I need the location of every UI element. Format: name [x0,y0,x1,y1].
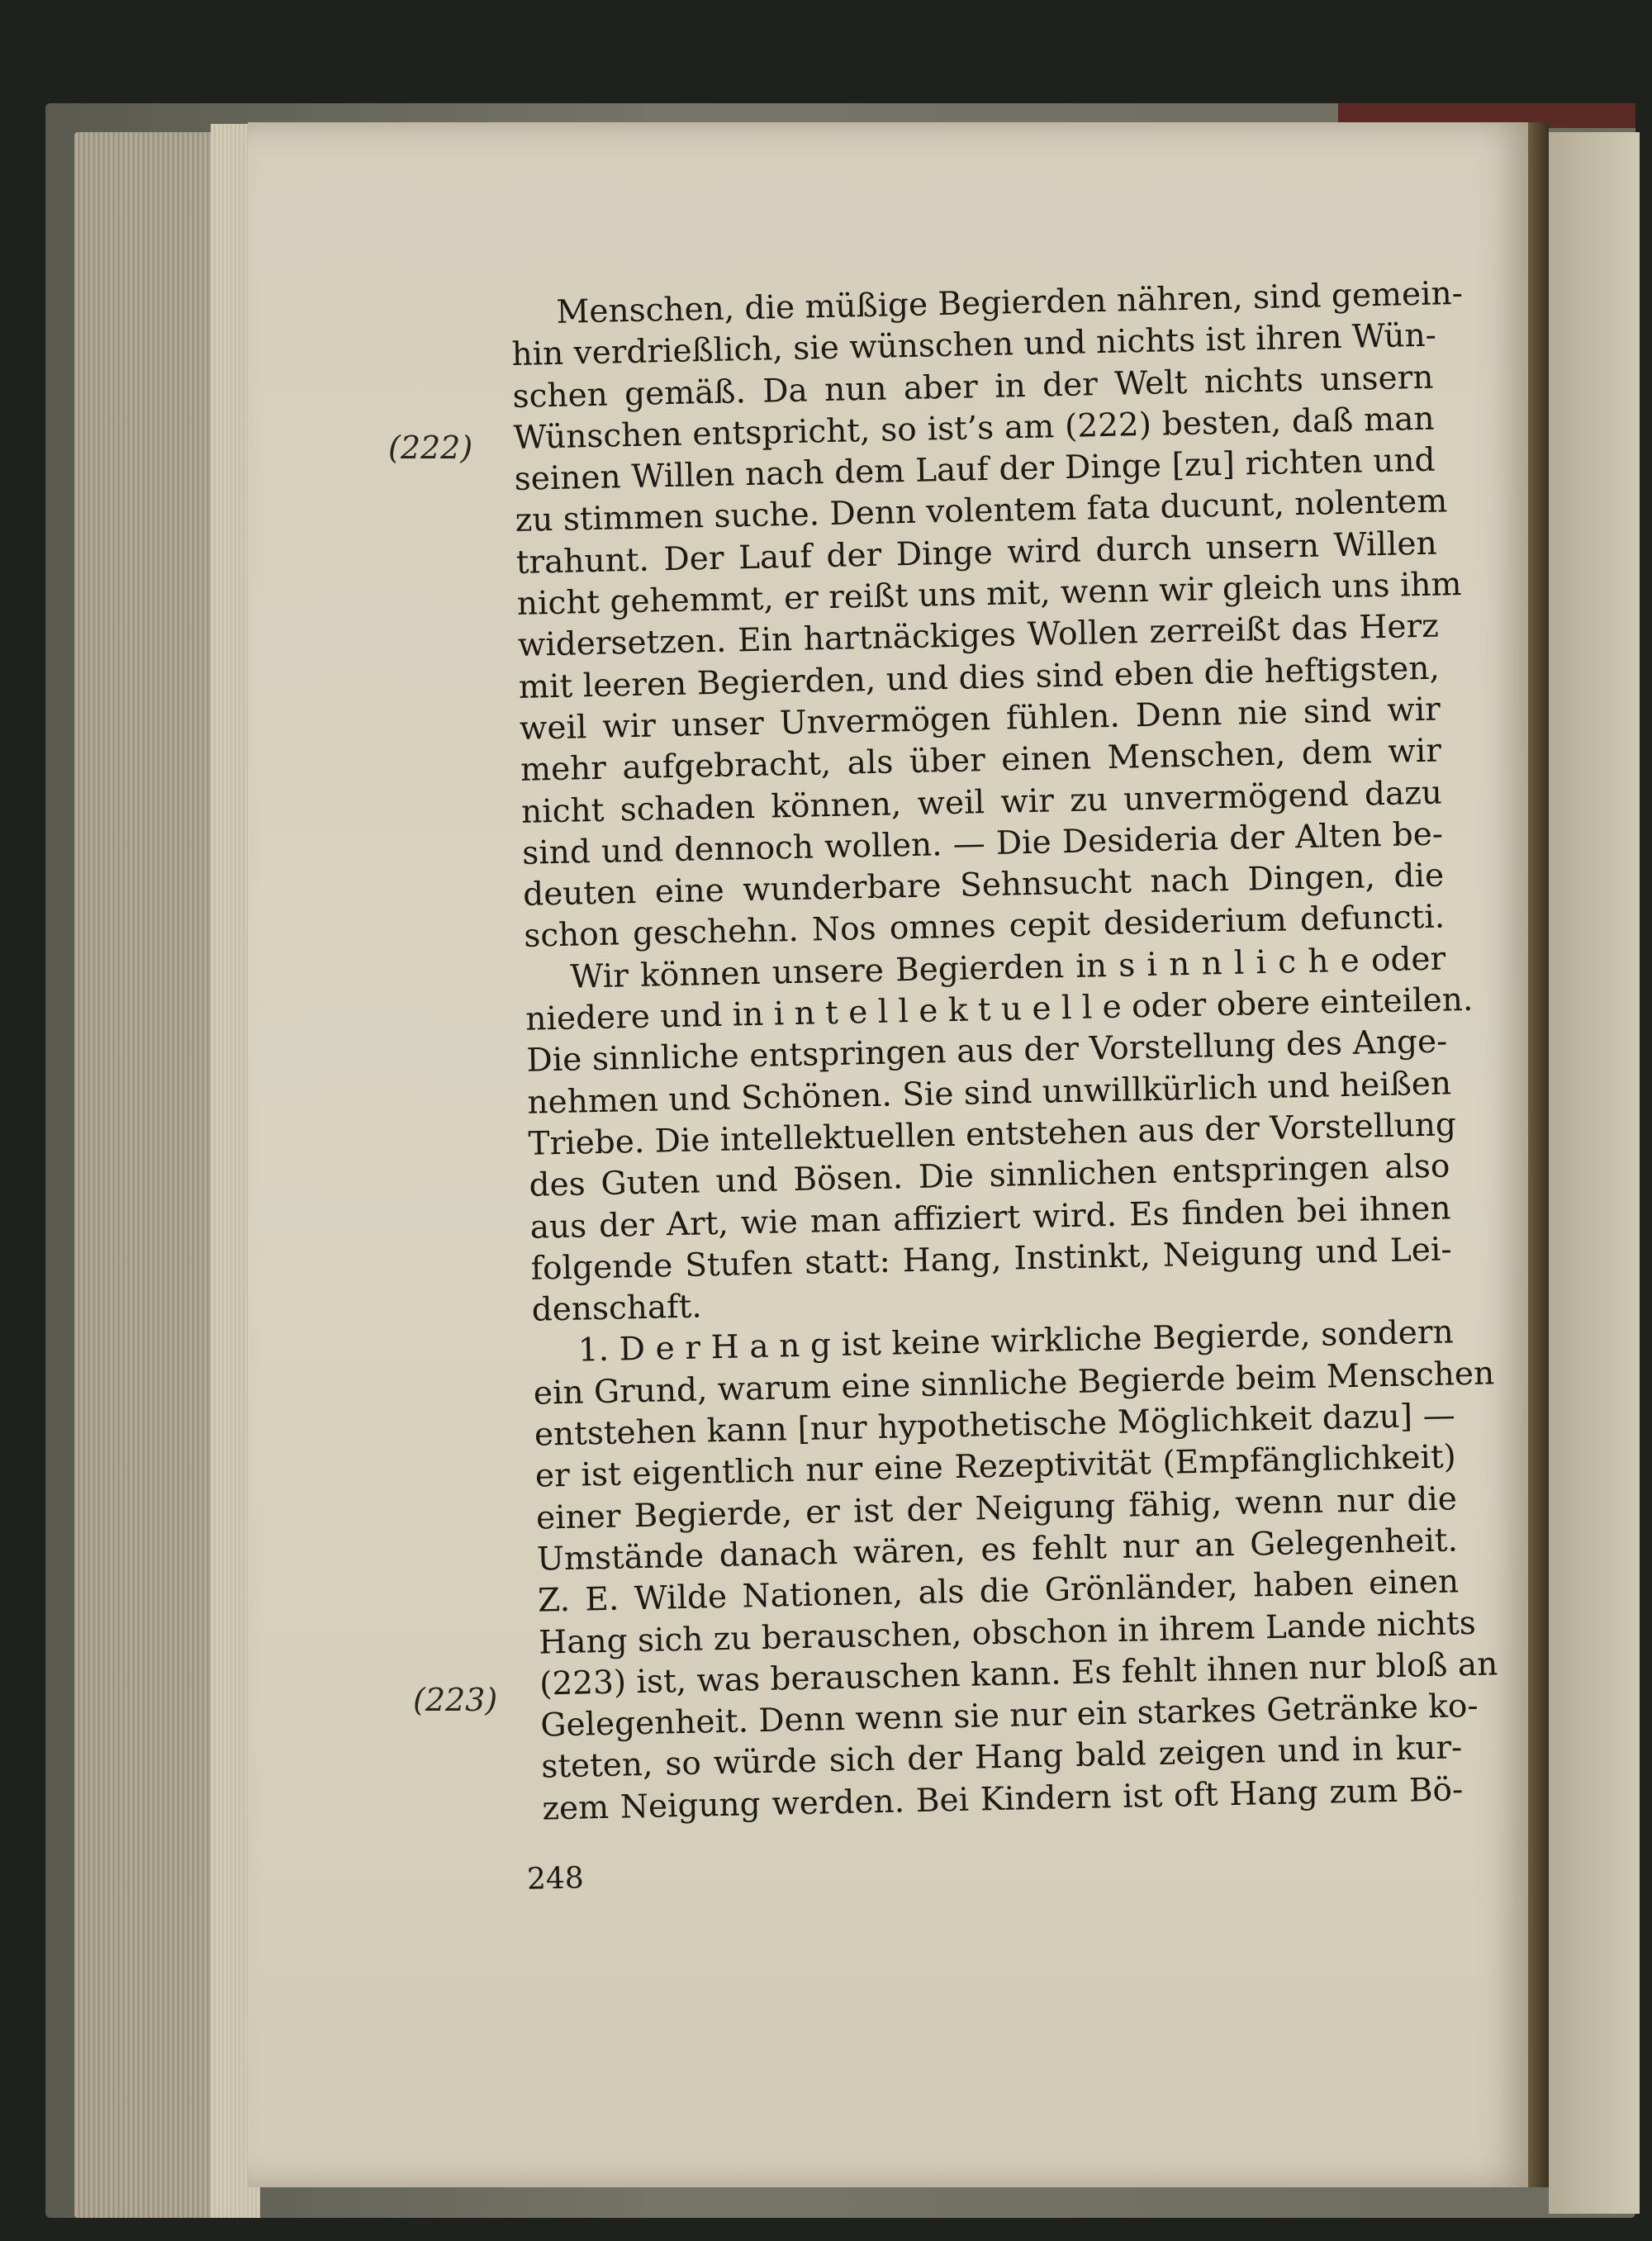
text-line: folgende Stufen statt: Hang, Instinkt, Neigung und Lei- [530,1231,1452,1288]
text-line: nicht schaden können, weil wir zu unvermögend dazu [520,774,1443,831]
book-gutter [1528,122,1549,2187]
text-line: Die sinnliche entspringen aus der Vorstellung des Ange- [526,1023,1448,1080]
text-line: seinen Willen nach dem Lauf der Dinge [zu] richten und [514,441,1436,499]
text-line: mehr aufgebracht, als über einen Menschen, dem wir [520,732,1442,790]
text-line: einer Begierde, er ist der Neigung fähig, wenn nur die [535,1479,1458,1537]
text-line: aus der Art, wie man affiziert wird. Es finden bei ihnen [529,1189,1451,1246]
text-line: steten, so würde sich der Hang bald zeigen und in kur- [540,1729,1463,1786]
text-line: widersetzen. Ein hartnäckiges Wollen zerreißt das Herz [517,607,1440,665]
margin-note-223: (223) [413,1682,498,1718]
text-line: zem Neigung werden. Bei Kindern ist oft Hang zum Bö- [541,1770,1464,1828]
body-text [510,274,1498,1830]
text-line: niedere und in i n t e l l e k t u e l l e oder obere einteilen. [525,980,1474,1038]
text-line: des Guten und Bösen. Die sinnlichen entspringen also [529,1147,1450,1204]
text-line: entstehen kann [nur hypothetische Möglichkeit dazu] — [534,1397,1456,1454]
text-line: Hang sich zu berauschen, obschon in ihrem Lande nichts [538,1604,1477,1662]
text-line: Triebe. Die intellektuellen entstehen aus der Vorstellung [528,1106,1457,1163]
text-line: Wünschen entspricht, so ist’s am (222) besten, daß man [513,400,1435,457]
text-line: (223) ist, was berauschen kann. Es fehlt ihnen nur bloß an [539,1645,1498,1703]
page-number: 248 [526,1861,585,1897]
margin-note-222: (222) [388,430,473,466]
facing-page-edge [1549,132,1640,2214]
text-line: weil wir unser Unvermögen fühlen. Denn nie sind wir [519,691,1441,748]
text-line: Menschen, die müßige Begierden nähren, sind gemein- [556,274,1464,331]
text-line: er ist eigentlich nur eine Rezeptivität (Empfänglichkeit) [534,1438,1457,1495]
text-line: Wir können unsere Begierden in s i n n l i c h e oder [569,940,1446,996]
text-line: Z. E. Wilde Nationen, als die Grönländer, haben einen [537,1563,1460,1620]
text-line: trahunt. Der Lauf der Dinge wird durch unsern Willen [515,525,1438,582]
text-line: schon geschehn. Nos omnes cepit desiderium defuncti. [523,898,1446,956]
text-line: nehmen und Schönen. Sie sind unwillkürlich und heißen [527,1065,1452,1122]
text-line: zu stimmen suche. Denn volentem fata ducunt, nolentem [515,482,1448,540]
text-line: ein Grund, warum eine sinnliche Begierde beim Menschen [533,1355,1495,1412]
text-line: hin verdrießlich, sie wünschen und nichts ist ihren Wün- [511,316,1437,374]
text-line: denschaft. [531,1288,703,1329]
text-line: mit leeren Begierden, und dies sind eben die heftigsten, [518,649,1441,706]
text-line: schen gemäß. Da nun aber in der Welt nichts unsern [512,358,1434,415]
text-line: 1. D e r H a n g ist keine wirkliche Begierde, sondern [577,1313,1455,1370]
text-line: deuten eine wunderbare Sehnsucht nach Dingen, die [522,857,1445,914]
text-line: Gelegenheit. Denn wenn sie nur ein starkes Getränke ko- [539,1687,1479,1745]
text-line: nicht gehemmt, er reißt uns mit, wenn wir gleich uns ihm [516,566,1462,623]
text-line: sind und dennoch wollen. — Die Desideria der Alten be- [521,815,1444,872]
text-line: Umstände danach wären, es fehlt nur an Gelegenheit. [536,1522,1459,1579]
